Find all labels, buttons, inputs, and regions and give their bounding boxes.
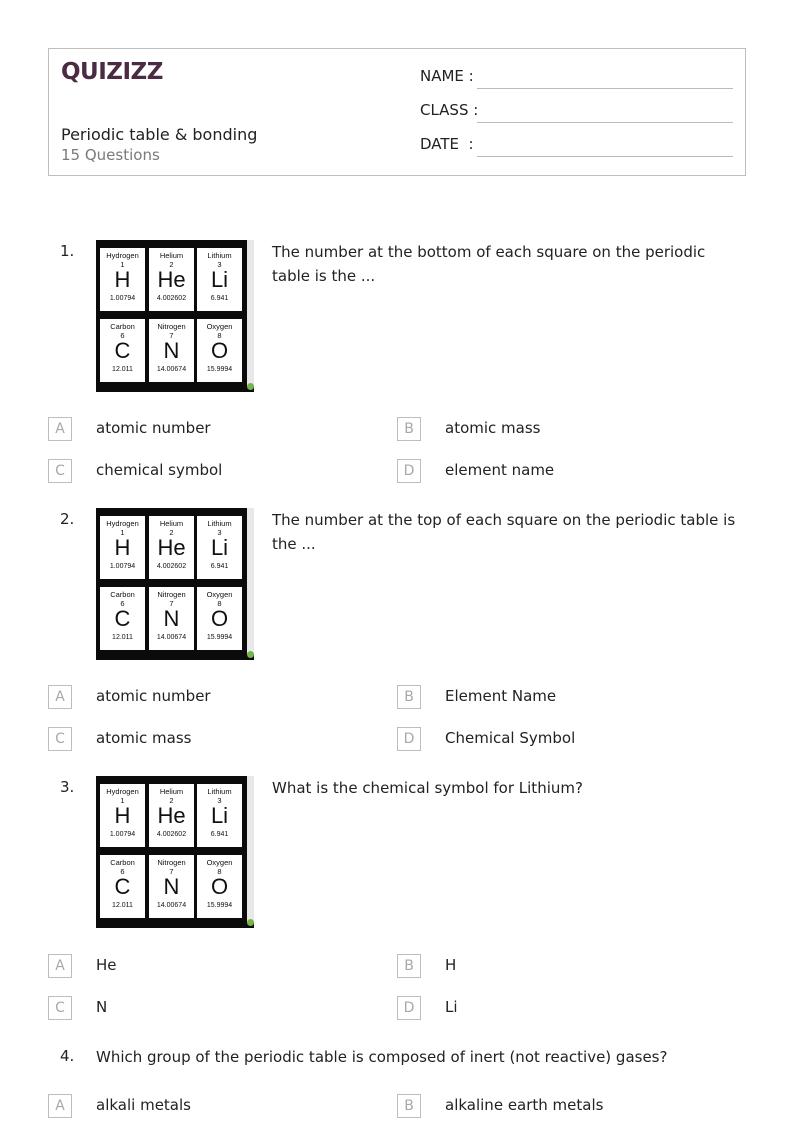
name-line[interactable] — [477, 88, 733, 89]
option-text[interactable]: atomic mass — [96, 729, 192, 747]
element-cell — [149, 587, 194, 650]
element-number: 1 — [120, 796, 125, 805]
option-letter-d[interactable]: D — [397, 459, 421, 483]
element-cell — [197, 319, 242, 382]
periodic-table-image — [96, 240, 254, 392]
question-number: 1. — [60, 242, 75, 260]
option-letter-b[interactable]: B — [397, 954, 421, 978]
class-field[interactable] — [420, 101, 733, 125]
element-number: 6 — [120, 867, 125, 876]
element-mass: 15.9994 — [206, 902, 233, 909]
class-label: CLASS : — [420, 101, 479, 119]
option-text[interactable]: He — [96, 956, 117, 974]
element-number: 7 — [169, 599, 174, 608]
option-text[interactable]: atomic mass — [445, 419, 541, 437]
element-symbol: H — [114, 267, 131, 292]
element-symbol: N — [163, 874, 180, 899]
element-symbol: Li — [210, 267, 229, 292]
periodic-table-image — [96, 776, 254, 928]
element-name: Lithium — [207, 519, 232, 528]
element-name: Nitrogen — [157, 322, 186, 331]
element-cell — [197, 587, 242, 650]
element-name: Lithium — [207, 251, 232, 260]
option-text[interactable]: atomic number — [96, 419, 211, 437]
element-number: 1 — [120, 260, 125, 269]
element-name: Helium — [159, 787, 184, 796]
element-cell — [100, 516, 145, 579]
element-name: Nitrogen — [157, 590, 186, 599]
element-symbol: H — [114, 803, 131, 828]
question-number: 2. — [60, 510, 75, 528]
element-mass: 12.011 — [112, 634, 133, 641]
element-cell — [149, 248, 194, 311]
option-text[interactable]: alkaline earth metals — [445, 1096, 604, 1114]
element-mass: 14.00674 — [156, 634, 187, 641]
element-symbol: C — [114, 606, 131, 631]
watermark-strip — [247, 776, 254, 922]
element-cell — [100, 587, 145, 650]
question-text: Which group of the periodic table is composed of inert (not reactive) gases? — [96, 1048, 668, 1066]
element-cell — [197, 248, 242, 311]
element-number: 3 — [217, 528, 222, 537]
element-name: Carbon — [110, 590, 135, 599]
element-number: 2 — [169, 796, 174, 805]
class-line[interactable] — [477, 122, 733, 123]
element-symbol: O — [210, 874, 229, 899]
element-symbol: He — [157, 803, 186, 828]
option-letter-d[interactable]: D — [397, 996, 421, 1020]
element-mass: 4.002602 — [156, 563, 187, 570]
quizizz-logo: QUIZIZZ — [61, 59, 163, 85]
date-line[interactable] — [477, 156, 733, 157]
element-number: 8 — [217, 867, 222, 876]
element-name: Lithium — [207, 787, 232, 796]
element-number: 3 — [217, 796, 222, 805]
element-name: Helium — [159, 519, 184, 528]
element-mass: 1.00794 — [109, 295, 136, 302]
element-mass: 12.011 — [112, 902, 133, 909]
date-field[interactable] — [420, 135, 733, 159]
worksheet-header — [48, 48, 746, 176]
element-cell — [197, 784, 242, 847]
option-text[interactable]: Chemical Symbol — [445, 729, 576, 747]
option-letter-c[interactable]: C — [48, 727, 72, 751]
element-symbol: Li — [210, 535, 229, 560]
element-cell — [149, 319, 194, 382]
option-letter-a[interactable]: A — [48, 1094, 72, 1118]
element-name: Carbon — [110, 322, 135, 331]
element-mass: 15.9994 — [206, 366, 233, 373]
element-mass: 15.9994 — [206, 634, 233, 641]
element-name: Carbon — [110, 858, 135, 867]
question-text: The number at the bottom of each square on the periodic table is the ... — [272, 243, 706, 285]
element-number: 3 — [217, 260, 222, 269]
element-symbol: He — [157, 267, 186, 292]
element-cell — [197, 855, 242, 918]
element-cell — [100, 319, 145, 382]
element-symbol: N — [163, 338, 180, 363]
option-text[interactable]: Li — [445, 998, 458, 1016]
element-symbol: N — [163, 606, 180, 631]
periodic-table-image — [96, 508, 254, 660]
element-number: 6 — [120, 331, 125, 340]
element-cell — [100, 248, 145, 311]
element-cell — [100, 784, 145, 847]
element-symbol: O — [210, 338, 229, 363]
element-symbol: C — [114, 338, 131, 363]
element-number: 8 — [217, 599, 222, 608]
element-number: 2 — [169, 260, 174, 269]
watermark-dot-icon — [247, 919, 254, 926]
question-number: 3. — [60, 778, 75, 796]
element-name: Hydrogen — [106, 519, 139, 528]
element-symbol: Li — [210, 803, 229, 828]
option-text[interactable]: chemical symbol — [96, 461, 223, 479]
element-mass: 6.941 — [210, 563, 229, 570]
watermark-dot-icon — [247, 651, 254, 658]
watermark-strip — [247, 240, 254, 386]
element-name: Helium — [159, 251, 184, 260]
option-letter-a[interactable]: A — [48, 417, 72, 441]
element-symbol: O — [210, 606, 229, 631]
watermark-strip — [247, 508, 254, 654]
element-mass: 4.002602 — [156, 831, 187, 838]
option-letter-a[interactable]: A — [48, 685, 72, 709]
date-label: DATE : — [420, 135, 474, 153]
element-number: 7 — [169, 867, 174, 876]
question-count: 15 Questions — [61, 146, 160, 164]
option-letter-b[interactable]: B — [397, 1094, 421, 1118]
element-cell — [149, 784, 194, 847]
watermark-dot-icon — [247, 383, 254, 390]
element-mass: 1.00794 — [109, 831, 136, 838]
question-text: The number at the top of each square on the periodic table is the ... — [272, 511, 736, 553]
option-text[interactable]: Element Name — [445, 687, 557, 705]
question-text: What is the chemical symbol for Lithium? — [272, 779, 583, 797]
element-name: Hydrogen — [106, 251, 139, 260]
element-number: 6 — [120, 599, 125, 608]
option-letter-b[interactable]: B — [397, 417, 421, 441]
element-cell — [197, 516, 242, 579]
element-name: Oxygen — [206, 858, 233, 867]
element-mass: 12.011 — [112, 366, 133, 373]
element-number: 8 — [217, 331, 222, 340]
element-mass: 6.941 — [210, 831, 229, 838]
element-number: 1 — [120, 528, 125, 537]
question-number: 4. — [60, 1047, 75, 1065]
name-field[interactable] — [420, 67, 733, 91]
option-letter-a[interactable]: A — [48, 954, 72, 978]
element-cell — [149, 516, 194, 579]
option-text[interactable]: N — [96, 998, 108, 1016]
worksheet-title: Periodic table & bonding — [61, 125, 258, 144]
element-mass: 4.002602 — [156, 295, 187, 302]
element-cell — [100, 855, 145, 918]
element-cell — [149, 855, 194, 918]
element-name: Hydrogen — [106, 787, 139, 796]
option-text[interactable]: H — [445, 956, 457, 974]
element-symbol: H — [114, 535, 131, 560]
element-number: 2 — [169, 528, 174, 537]
element-name: Oxygen — [206, 590, 233, 599]
option-letter-b[interactable]: B — [397, 685, 421, 709]
element-mass: 14.00674 — [156, 902, 187, 909]
element-mass: 14.00674 — [156, 366, 187, 373]
element-mass: 1.00794 — [109, 563, 136, 570]
element-symbol: He — [157, 535, 186, 560]
element-number: 7 — [169, 331, 174, 340]
element-mass: 6.941 — [210, 295, 229, 302]
option-text[interactable]: alkali metals — [96, 1096, 191, 1114]
option-letter-d[interactable]: D — [397, 727, 421, 751]
element-symbol: C — [114, 874, 131, 899]
element-name: Nitrogen — [157, 858, 186, 867]
option-text[interactable]: atomic number — [96, 687, 211, 705]
option-letter-c[interactable]: C — [48, 459, 72, 483]
name-label: NAME : — [420, 67, 474, 85]
option-text[interactable]: element name — [445, 461, 555, 479]
option-letter-c[interactable]: C — [48, 996, 72, 1020]
element-name: Oxygen — [206, 322, 233, 331]
